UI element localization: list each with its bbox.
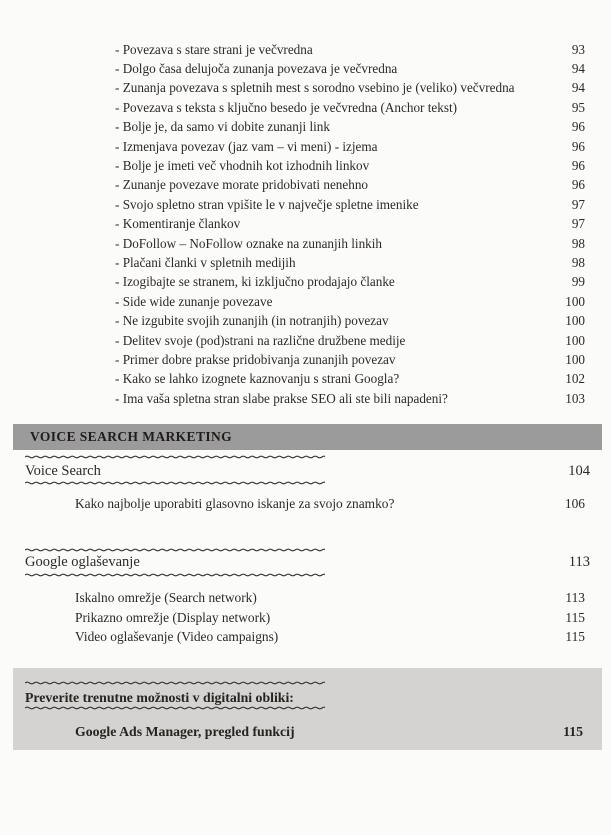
toc-entry	[115, 176, 585, 195]
google-ads-sublist	[75, 588, 585, 647]
entry-label: - Bolje je, da samo vi dobite zunanji link	[115, 119, 330, 135]
toc-entry	[115, 331, 585, 350]
entry-page-number: 100	[565, 313, 585, 329]
entry-page-number: 96	[571, 158, 585, 174]
toc-dash-list	[115, 40, 585, 408]
entry-page-number: 94	[571, 61, 585, 77]
entry-label: - Ne izgubite svojih zunanjih (in notranjih) povezav	[115, 313, 389, 329]
toc-entry	[115, 98, 585, 117]
entry-page-number: 96	[571, 119, 585, 135]
toc-entry	[115, 59, 585, 78]
entry-label: Prikazno omrežje (Display network)	[75, 609, 271, 625]
entry-label: Google Ads Manager, pregled funkcij	[75, 724, 295, 739]
entry-label: - Zunanja povezava s spletnih mest s sorodno vsebino je (veliko) večvredna	[115, 80, 515, 96]
highlight-box	[13, 668, 602, 750]
toc-subentry	[75, 588, 585, 608]
entry-label: Video oglaševanje (Video campaigns)	[75, 629, 279, 645]
entry-page-number: 106	[564, 496, 585, 511]
wavy-divider	[25, 680, 325, 686]
chapter-page-number: 104	[568, 462, 590, 479]
entry-page-number: 96	[571, 138, 585, 154]
entry-page-number: 95	[571, 99, 585, 115]
entry-page-number: 100	[565, 293, 585, 309]
entry-page-number: 97	[571, 196, 585, 212]
wavy-divider	[25, 572, 325, 578]
entry-label: - Povezava s stare strani je večvredna	[115, 41, 313, 57]
entry-label: Iskalno omrežje (Search network)	[75, 589, 257, 605]
section-heading-bar	[13, 424, 602, 450]
toc-entry	[115, 156, 585, 175]
entry-page-number: 93	[571, 41, 585, 57]
entry-label: - Kako se lahko izognete kaznovanju s strani Googla?	[115, 371, 400, 387]
toc-entry	[115, 273, 585, 292]
box-title: Preverite trenutne možnosti v digitalni obliki:	[25, 690, 294, 705]
entry-label: - DoFollow – NoFollow oznake na zunanjih linkih	[115, 235, 383, 251]
chapter-row-google-ads	[25, 551, 590, 573]
wavy-divider	[25, 705, 325, 711]
section-heading: VOICE SEARCH MARKETING	[30, 429, 233, 444]
entry-label: - Izmenjava povezav (jaz vam – vi meni) - izjema	[115, 138, 378, 154]
entry-label: - Komentiranje člankov	[115, 216, 241, 232]
entry-page-number: 100	[565, 332, 585, 348]
entry-label: - Delitev svoje (pod)strani na različne družbene medije	[115, 332, 406, 348]
toc-entry	[115, 292, 585, 311]
entry-page-number: 99	[571, 274, 585, 290]
chapter-title: Voice Search	[25, 462, 101, 479]
toc-entry	[115, 195, 585, 214]
entry-label: - Svojo spletno stran vpišite le v največje spletne imenike	[115, 196, 419, 212]
toc-subentry	[75, 627, 585, 647]
toc-subentry	[75, 608, 585, 628]
entry-page-number: 100	[565, 351, 585, 367]
toc-entry	[115, 215, 585, 234]
wavy-divider	[25, 480, 325, 486]
toc-entry	[115, 40, 585, 59]
chapter-title: Google oglaševanje	[25, 553, 140, 570]
entry-page-number: 102	[565, 371, 585, 387]
entry-page-number: 97	[571, 216, 585, 232]
entry-label: - Ima vaša spletna stran slabe prakse SEO ali ste bili napadeni?	[115, 390, 448, 406]
toc-entry	[115, 137, 585, 156]
entry-page-number: 115	[565, 629, 585, 645]
toc-entry	[115, 370, 585, 389]
chapter-page-number: 113	[568, 553, 590, 570]
entry-label: - Povezava s teksta s ključno besedo je večvredna (Anchor tekst)	[115, 99, 458, 115]
chapter-row-voice-search	[25, 460, 590, 482]
entry-label: - Primer dobre prakse pridobivanja zunanjih povezav	[115, 351, 396, 367]
entry-page-number: 103	[565, 390, 585, 406]
toc-subentry-voice	[75, 493, 585, 515]
entry-label: - Side wide zunanje povezave	[115, 293, 273, 309]
entry-page-number: 94	[571, 80, 585, 96]
entry-label: - Plačani članki v spletnih medijih	[115, 254, 296, 270]
entry-label: Kako najbolje uporabiti glasovno iskanje za svojo znamko?	[75, 496, 395, 511]
entry-page-number: 98	[571, 254, 585, 270]
toc-entry	[115, 389, 585, 408]
entry-page-number: 96	[571, 177, 585, 193]
box-entry-row	[75, 721, 583, 743]
entry-page-number: 115	[563, 724, 583, 739]
toc-entry	[115, 253, 585, 272]
toc-entry	[115, 118, 585, 137]
entry-page-number: 115	[565, 609, 585, 625]
entry-label: - Dolgo časa delujoča zunanja povezava je večvredna	[115, 61, 398, 77]
entry-label: - Izogibajte se stranem, ki izključno prodajajo članke	[115, 274, 395, 290]
toc-entry	[115, 350, 585, 369]
entry-label: - Zunanje povezave morate pridobivati nenehno	[115, 177, 369, 193]
toc-entry	[115, 234, 585, 253]
toc-entry	[115, 311, 585, 330]
entry-page-number: 113	[565, 589, 585, 605]
entry-page-number: 98	[571, 235, 585, 251]
entry-label: - Bolje je imeti več vhodnih kot izhodnih linkov	[115, 158, 370, 174]
toc-entry	[115, 79, 585, 98]
